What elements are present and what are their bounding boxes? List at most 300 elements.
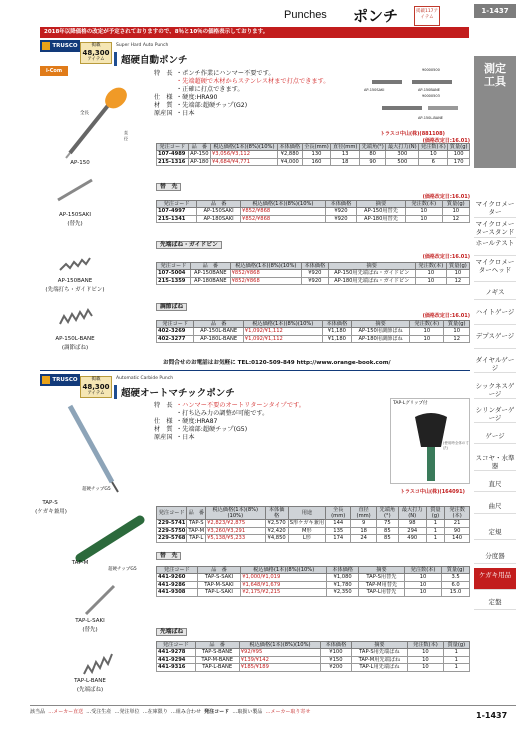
order-code: 229-5741: [158, 520, 186, 527]
section-title-jp: ポンチ: [353, 7, 399, 25]
usage: S形ケガキ兼用: [289, 520, 325, 527]
replacement-tip-image: [54, 176, 98, 204]
product-title-jp: 超硬オートマチックポンチ: [114, 385, 235, 399]
tap-l-bane-image: [80, 648, 120, 678]
subsection-tip-spring: 先端ばね: [156, 628, 187, 636]
tip-table: [156, 566, 470, 597]
description: AP-150用替先: [357, 208, 406, 216]
tip-angle: 85: [376, 535, 398, 543]
description: AP-180用調節ばね: [352, 335, 410, 343]
spring-table: [156, 641, 470, 672]
sidebar-item-square-level[interactable]: スコヤ・水準器: [475, 454, 515, 470]
order-qty: 10: [419, 151, 448, 159]
subsection-tip: 替 先: [156, 552, 181, 560]
col-header: 品 番: [197, 567, 240, 574]
usage: M形: [288, 527, 325, 535]
diameter: 18: [331, 158, 360, 166]
col-header: 本体価格: [321, 642, 351, 649]
order-code: 441-9260: [157, 574, 198, 582]
brand-logo: TRUSCO: [40, 374, 80, 386]
section-title-en: Punches: [284, 9, 327, 21]
product-label: TAP-L-SAKI: [75, 618, 105, 624]
col-header: 品 番: [197, 201, 241, 208]
catalog-count: 掲載 48,300 アイテム: [80, 376, 112, 398]
col-header: 発注コード: [157, 507, 187, 520]
legend-item: …受注生産: [86, 709, 112, 715]
sidebar-item-square-ruler[interactable]: 曲尺: [474, 502, 516, 514]
price-tax: ¥852/¥868: [230, 277, 302, 285]
price: ¥150: [321, 656, 351, 664]
weight: 10: [442, 208, 469, 216]
order-code: 229-5768: [158, 535, 186, 542]
spring-table: [156, 320, 470, 343]
product-title-jp: 超硬自動ポンチ: [114, 52, 188, 66]
table-row[interactable]: [157, 277, 470, 285]
col-header: 発注数(本): [404, 567, 441, 574]
sidebar-item-caliper[interactable]: ノギス: [474, 288, 516, 300]
max-force: 294: [398, 527, 426, 535]
model-no: AP-150BANE: [190, 270, 230, 278]
model-no: AP-180BANE: [190, 277, 230, 285]
model-no: TAP-M-SAKI: [197, 581, 240, 589]
diagram-part-label: AP-150L-BANE: [418, 116, 444, 120]
max-force: 98: [398, 520, 426, 528]
length: 174: [326, 535, 351, 543]
sidebar-main-tab[interactable]: 測定工具: [474, 56, 516, 168]
col-header: 発注コード: [157, 642, 196, 649]
col-header: 質量(g): [426, 507, 445, 520]
col-header: 全長(mm): [326, 507, 351, 520]
price: ¥1,180: [322, 335, 351, 343]
order-qty: 10: [405, 208, 442, 216]
tip-angle: 90: [360, 158, 386, 166]
col-header: 品 番: [187, 507, 206, 520]
col-header: 本体価格: [325, 201, 356, 208]
col-header: 発注数(本): [445, 507, 470, 520]
model-no: AP-180L-BANE: [194, 335, 243, 343]
sidebar-item-dial-gauge[interactable]: ダイヤルゲージ: [475, 356, 515, 372]
table-row[interactable]: [157, 527, 470, 535]
page-tab[interactable]: 1-1437: [474, 4, 516, 18]
page-header: [0, 0, 516, 30]
table-row[interactable]: [157, 215, 470, 223]
legend-item: …メーカー直送: [48, 709, 84, 715]
order-qty: 10: [410, 335, 444, 343]
description: AP-150用調節ばね: [352, 328, 410, 336]
price-tax: ¥1,648/¥1,679: [241, 581, 327, 589]
section-divider: [40, 370, 470, 371]
col-header: 税込価格(1本)(8%)(10%): [206, 507, 265, 520]
price-tax: ¥4,684/¥4,771: [210, 158, 277, 166]
col-header: 本体価格: [322, 321, 351, 328]
legend-item: …発注単位: [114, 709, 140, 715]
weight: 10: [444, 328, 470, 336]
diagram-part-label: 90000503: [422, 94, 440, 98]
description: TAP-L用替先: [359, 589, 405, 597]
sidebar-item-gauge[interactable]: ゲージ: [474, 432, 516, 444]
product-label: TAP-S: [42, 500, 58, 506]
col-header: 発注コード: [157, 201, 197, 208]
parts-diagram: [360, 66, 470, 128]
order-code: 402-3269: [157, 328, 194, 336]
col-header: 発注コード: [157, 321, 194, 328]
order-qty: 10: [404, 574, 441, 582]
table-row[interactable]: [157, 574, 470, 582]
length: 160: [302, 158, 331, 166]
order-code: 215-1316: [157, 158, 189, 166]
product-table: [156, 143, 470, 166]
col-header: 質量(g): [442, 201, 469, 208]
model-no: AP-150SAKI: [197, 208, 241, 216]
order-code: 107-4997: [157, 208, 197, 216]
col-header: 直径(mm): [351, 507, 376, 520]
length: 144: [326, 520, 351, 528]
price-tax: ¥852/¥868: [241, 215, 326, 223]
sidebar-item-ruler[interactable]: 定規: [474, 528, 516, 540]
order-qty: 10: [404, 581, 441, 589]
price: ¥920: [302, 270, 328, 278]
price: ¥1,780: [327, 581, 359, 589]
sidebar-item-height-gauge[interactable]: ハイトゲージ: [474, 308, 516, 325]
price: ¥2,880: [277, 151, 302, 159]
diameter: 24: [351, 535, 376, 543]
col-header: 発注数(本): [405, 201, 442, 208]
weight: 1: [443, 664, 469, 672]
col-header: 発注コード: [157, 567, 198, 574]
legend-item: …組み合わせ: [170, 709, 201, 715]
price-revision-note: (価格改定日:16.01): [422, 194, 470, 200]
price: ¥2,420: [265, 527, 288, 535]
col-header: 本体価格: [302, 263, 328, 270]
col-header: 最大打力(N): [386, 144, 419, 151]
product-label: AP-150BANE: [57, 278, 93, 284]
legend-item: …在庫限り: [142, 709, 168, 715]
price-tax: ¥5,138/¥5,233: [206, 535, 265, 543]
order-qty: 10: [408, 664, 443, 672]
sidebar-item-micrometer-head[interactable]: マイクロメーターヘッド: [474, 258, 516, 282]
col-header: 用途: [288, 507, 325, 520]
price: ¥1,180: [322, 328, 351, 336]
model-no: AP-150L-BANE: [194, 328, 243, 336]
sidebar-item-surface-plate[interactable]: 定盤: [474, 598, 516, 610]
sidebar-item-marking[interactable]: ケガキ用品: [474, 568, 516, 590]
sidebar-item-straight-ruler[interactable]: 直尺: [474, 480, 516, 492]
model-no: TAP-L-SAKI: [197, 589, 240, 597]
weight: 10: [446, 270, 469, 278]
table-row[interactable]: [157, 581, 470, 589]
price: ¥200: [321, 664, 351, 672]
col-header: 品 番: [188, 144, 210, 151]
table-row[interactable]: [157, 535, 470, 543]
tap-m-image: [70, 512, 156, 566]
order-code: 107-5004: [157, 270, 191, 278]
col-header: 品 番: [195, 642, 239, 649]
price: ¥2,570: [265, 520, 288, 528]
order-code: 229-5750: [158, 527, 186, 534]
order-code: 215-1341: [157, 215, 197, 223]
model-no: AP-180: [190, 158, 209, 165]
col-header: 質量(g): [444, 321, 470, 328]
catalog-count: 掲載 48,300 アイテム: [80, 42, 112, 64]
col-header: 税込価格(1本)(8%)(10%): [243, 321, 322, 328]
price-revision-note: (価格改定日:16.01): [422, 138, 470, 144]
order-code: 441-9308: [157, 589, 198, 597]
product-label: TAP-M: [71, 560, 89, 566]
col-header: 発注コード: [157, 144, 189, 151]
description: AP-180用先端ばね・ガイドピン: [328, 277, 415, 285]
order-qty: 10: [404, 589, 441, 597]
col-header: 質量(g): [449, 144, 468, 150]
table-row[interactable]: [157, 270, 470, 278]
col-header: 質量(g): [446, 263, 469, 270]
page-number: 1-1437: [476, 711, 508, 720]
price-tax: ¥1,000/¥1,019: [241, 574, 327, 582]
product-label: TAP-L-BANE: [74, 678, 106, 684]
col-header: 直径(mm): [331, 144, 360, 151]
product-label: AP-150SAKI: [58, 212, 92, 218]
diameter: 18: [351, 527, 376, 535]
maker-name: トラスコ中山(株)(164091): [400, 489, 465, 495]
parts-diagram-image: [360, 66, 470, 128]
weight: 100: [448, 151, 470, 159]
price-tax: ¥185/¥189: [239, 664, 321, 672]
brand-logo: TRUSCO: [40, 40, 80, 52]
price: ¥4,850: [265, 535, 288, 543]
price: ¥920: [325, 215, 356, 223]
max-force: 300: [386, 151, 419, 159]
subsection-guide: 先端ばね・ガイドピン: [156, 241, 222, 249]
dimension-label-length: 全長: [80, 111, 89, 116]
order-qty: 10: [415, 270, 446, 278]
order-code: 402-3277: [157, 335, 194, 343]
order-qty: 140: [445, 535, 470, 543]
tip-angle: 85: [376, 527, 398, 535]
diagram-part-label: 90000500: [422, 68, 440, 72]
order-qty: 90: [445, 527, 470, 535]
legend-item: …取扱い製品: [232, 709, 263, 715]
spec-list: 特 長 ・ポンチ作業にハンマー不要です。 ・先端超硬で木材からステンレス材まで打点できます。 ・正確に打点できます。 仕 様 ・硬度:HRA90 材 質 ・先端部:超硬チップ(G2) 原産国 ・日本: [154, 70, 330, 117]
table-row[interactable]: [157, 335, 470, 343]
grip-label: TAP-Lグリップ付: [393, 401, 428, 406]
col-header: 最大打力(N): [398, 507, 426, 520]
col-header: 摘要: [351, 642, 408, 649]
price-tax: ¥3,056/¥3,112: [210, 151, 277, 159]
product-table: [156, 506, 470, 543]
order-qty: 21: [445, 520, 470, 528]
col-header: 先端角(°): [360, 144, 386, 151]
price: ¥2,350: [327, 589, 359, 597]
table-row[interactable]: [157, 328, 470, 336]
col-header: 本体価格: [327, 567, 359, 574]
product-sublabel: (調節ばね): [61, 345, 89, 351]
table-row[interactable]: [157, 656, 470, 664]
dimension-label-diameter: 直径: [124, 130, 128, 141]
auto-punch-image: [40, 78, 152, 170]
sidebar-item-protractor[interactable]: 分度器: [474, 552, 516, 564]
sidebar-item-micrometer-stand[interactable]: マイクロメータースタンド: [475, 220, 515, 236]
item-count-badge: 掲載117アイテム: [414, 6, 440, 26]
product-label: AP-150: [70, 160, 90, 166]
price: ¥1,080: [327, 574, 359, 582]
weight: 1: [426, 527, 445, 535]
product-sublabel: (替先): [67, 221, 83, 227]
model-no: TAP-L-BANE: [195, 664, 239, 672]
price-revision-note: (価格改定日:16.01): [422, 254, 470, 260]
description: TAP-M用替先: [359, 581, 405, 589]
model-no: TAP-L: [187, 535, 206, 543]
price: ¥100: [321, 649, 351, 657]
photo-tag: i-Com: [40, 66, 68, 76]
guide-table: [156, 262, 470, 285]
order-qty: 6: [419, 158, 448, 166]
weight: 6.0: [442, 581, 470, 589]
description: AP-180用替先: [357, 215, 406, 223]
col-header: 税込価格(1本)(8%)(10%): [241, 201, 326, 208]
product-sublabel: (替先): [82, 627, 98, 633]
table-row[interactable]: [157, 208, 470, 216]
sidebar-item-micrometer[interactable]: マイクロメーター: [475, 200, 515, 216]
col-header: 発注コード: [157, 263, 191, 270]
price: ¥920: [302, 277, 328, 285]
price-tax: ¥92/¥95: [239, 649, 321, 657]
model-no: AP-150: [190, 151, 209, 158]
sidebar-item-hole-test[interactable]: ホールテスト: [474, 239, 516, 256]
order-code: 441-9286: [157, 581, 198, 589]
weight: 12: [444, 335, 470, 343]
order-code: 441-9294: [157, 656, 196, 664]
weight: 170: [448, 158, 470, 166]
maker-name: トラスコ中山(株)(881108): [380, 131, 445, 137]
product-sublabel: (先端打ち・ガイドピン): [45, 287, 105, 293]
weight: 1: [426, 535, 445, 543]
price-tax: ¥852/¥868: [241, 208, 326, 216]
col-header: 摘要: [328, 263, 415, 270]
price-tax: ¥852/¥868: [230, 270, 302, 278]
weight: 1: [443, 656, 469, 664]
weight: 3.5: [442, 574, 470, 582]
price-revision-note: (価格改定日:16.01): [422, 313, 470, 319]
col-header: 摘要: [357, 201, 406, 208]
page-footer: [30, 705, 516, 725]
diagram-part-label: AP-150BANE: [418, 88, 440, 92]
tap-l-saki-image: [80, 580, 120, 620]
order-code: 107-4989: [157, 151, 189, 159]
model-no: TAP-M: [188, 527, 205, 534]
usage: L形: [288, 535, 325, 543]
length: 130: [302, 151, 331, 159]
col-header: 品 番: [190, 263, 230, 270]
length: 135: [326, 527, 351, 535]
price: ¥920: [325, 208, 356, 216]
order-code: 441-9278: [157, 649, 196, 657]
col-header: 税込価格(1本)(8%)(10%): [241, 567, 327, 574]
diagram-part-label: AP-150SAKI: [364, 88, 385, 92]
col-header: 発注数(本): [415, 263, 446, 270]
weight: 1: [426, 520, 445, 528]
price: ¥4,000: [277, 158, 302, 166]
price-tax: ¥2,823/¥2,875: [206, 520, 265, 528]
sidebar-item-cylinder-gauge[interactable]: シリンダーゲージ: [475, 406, 515, 422]
table-row[interactable]: [157, 649, 470, 657]
table-row[interactable]: [157, 158, 470, 166]
tip-angle: 80: [360, 151, 386, 159]
table-row[interactable]: [157, 664, 470, 672]
order-qty: 10: [415, 277, 446, 285]
col-header: 税込価格(1本)(8%)(10%): [230, 263, 302, 270]
table-row[interactable]: [157, 520, 470, 528]
order-qty: 10: [408, 649, 443, 657]
sidebar: [474, 44, 516, 704]
legend-item: 該当品: [30, 709, 46, 715]
price-tax: ¥3,260/¥3,291: [206, 527, 265, 535]
col-header: 本体価格: [279, 144, 301, 150]
weight: 15.0: [442, 589, 470, 597]
price-tax: ¥2,175/¥2,215: [241, 589, 327, 597]
grip-photo-box: [390, 398, 470, 484]
col-header: 税込価格(1本)(8%)(10%): [210, 144, 277, 151]
description: AP-150用先端ばね・ガイドピン: [328, 270, 415, 278]
weight: 12: [442, 215, 469, 223]
tip-angle: 75: [376, 520, 398, 528]
product-label: AP-150L-BANE: [55, 336, 95, 342]
table-row[interactable]: [157, 151, 470, 159]
sidebar-item-thickness-gauge[interactable]: シックネスゲージ: [475, 382, 515, 398]
chip-label: 超硬チップG5: [82, 487, 111, 492]
contact-line: お問合せのお電話はお気軽に TEL:0120-509-849 http://www.orange-book.com/: [163, 360, 391, 366]
subsection-tip: 替 先: [156, 183, 181, 191]
model-no: TAP-S-BANE: [195, 649, 239, 657]
tap-s-image: [60, 400, 140, 500]
product-sublabel: (先端ばね): [76, 687, 104, 693]
description: TAP-L用先端ばね: [351, 664, 408, 672]
legend-item: 発注コード: [204, 709, 230, 715]
price-tax: ¥1,092/¥1,112: [243, 328, 322, 336]
description: TAP-M用先端ばね: [351, 656, 408, 664]
max-force: 500: [386, 158, 419, 166]
description: TAP-S用替先: [359, 574, 405, 582]
sidebar-item-depth-gauge[interactable]: デプスゲージ: [474, 332, 516, 349]
order-qty: 10: [408, 656, 443, 664]
model-no: TAP-S-SAKI: [197, 574, 240, 582]
product-photo-column: [40, 66, 128, 326]
table-row[interactable]: [157, 589, 470, 597]
spec-list: 特 長 ・ハンマー不要のオートリターンタイプです。 ・打ち込み力の調整が可能です。 仕 様 ・硬度:HRA87 材 質 ・先端部:超硬チップ(G5) 原産国 ・日本: [154, 402, 305, 441]
tip-spring-image: [56, 248, 100, 276]
col-header: 発注数(本): [419, 144, 448, 151]
col-header: 質量(g): [442, 567, 470, 574]
col-header: 摘要: [352, 321, 410, 328]
model-no: TAP-M-BANE: [195, 656, 239, 664]
col-header: 摘要: [359, 567, 405, 574]
adjust-spring-image: [56, 302, 100, 328]
weight: 12: [446, 277, 469, 285]
weight: 1: [443, 649, 469, 657]
order-code: 215-1359: [157, 277, 191, 285]
product-title-en: Super Hard Auto Punch: [116, 43, 169, 48]
col-header: 全長(mm): [302, 144, 331, 151]
legend-item: …メーカー取り寄せ: [265, 709, 311, 715]
price-notice-banner: 2018年以降価格の改定が予定されておりますので、8％と10％の価格表示しております。: [40, 27, 469, 38]
subsection-adjust-spring: 調節ばね: [156, 303, 187, 311]
price-tax: ¥1,092/¥1,112: [243, 335, 322, 343]
diameter: 9: [351, 520, 376, 528]
order-qty: 10: [410, 328, 444, 336]
order-code: 441-9316: [157, 664, 196, 672]
price-tax: ¥139/¥142: [239, 656, 321, 664]
col-header: 先端角(°): [376, 507, 398, 520]
tip-table: [156, 200, 470, 223]
col-header: 税込価格(1本)(8%)(10%): [239, 642, 321, 649]
